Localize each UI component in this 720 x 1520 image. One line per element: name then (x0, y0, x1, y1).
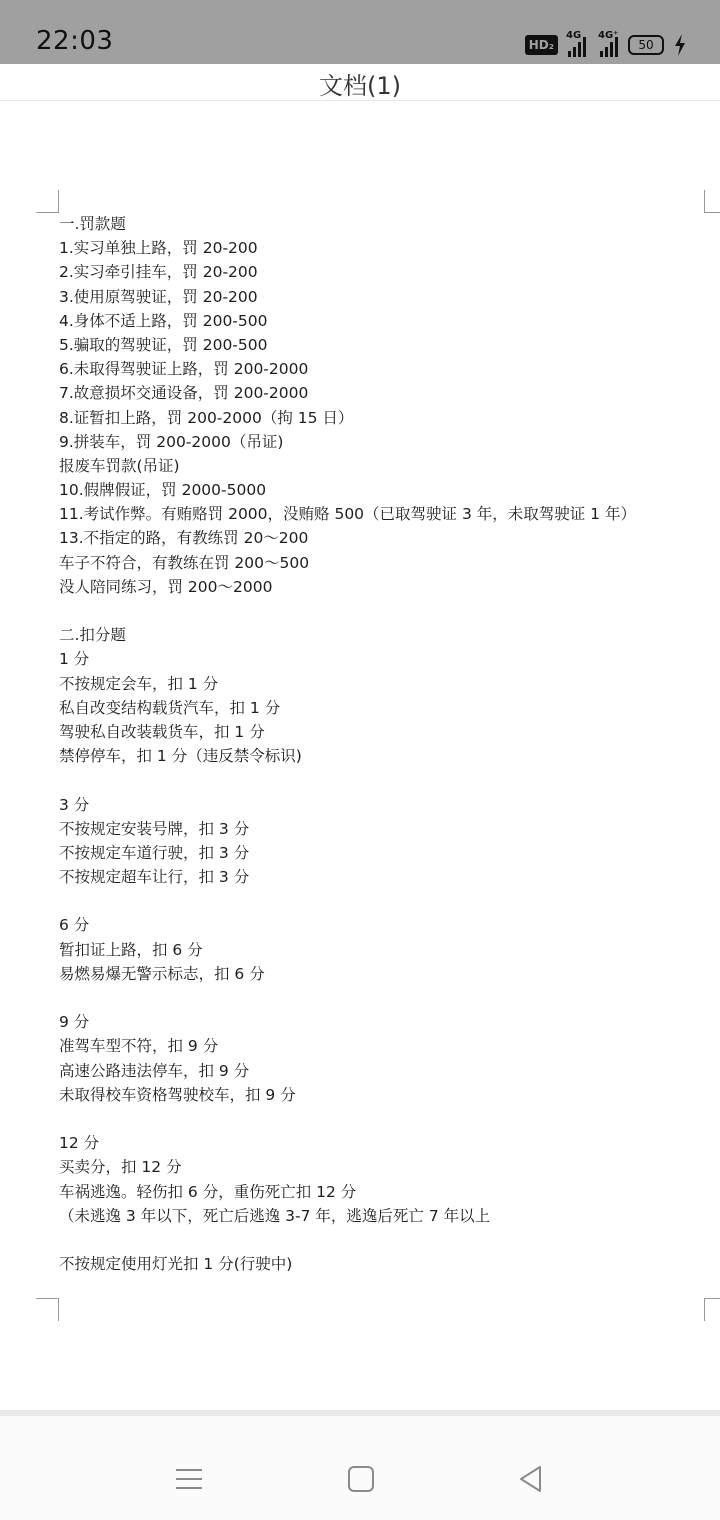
footer-note: 不按规定使用灯光扣 1 分(行驶中) (59, 1255, 293, 1274)
fine-item: 11.考试作弊。有贿赂罚 2000，没贿赂 500（已取驾驶证 3 年，未取驾驶证 1 年） (59, 505, 636, 524)
point-item: 不按规定超车让行，扣 3 分 (59, 868, 250, 887)
page-corner-mark-bottom-left (36, 1298, 59, 1321)
blank-line (59, 1107, 699, 1131)
point-item: 不按规定车道行驶，扣 3 分 (59, 843, 250, 862)
blank-line (59, 889, 699, 913)
fine-item: 9.拼装车，罚 200-2000（吊证) (59, 432, 284, 451)
fine-item: 6.未取得驾驶证上路，罚 200-2000 (59, 360, 309, 379)
point-item: 未取得校车资格驾驶校车，扣 9 分 (59, 1085, 296, 1104)
document-title-bar (0, 64, 720, 101)
point-group-label: 3 分 (59, 795, 90, 814)
section-heading: 一.罚款题 (59, 215, 126, 233)
point-item: 不按规定安装号牌，扣 3 分 (59, 819, 250, 838)
battery-icon (628, 35, 664, 55)
point-item: 私自改变结构载货汽车，扣 1 分 (59, 698, 281, 717)
fine-item: 报废车罚款(吊证) (59, 456, 180, 475)
fine-item: 车子不符合，有教练在罚 200～500 (59, 553, 310, 572)
page-corner-mark-top-right (704, 190, 720, 213)
battery-level: 50 (638, 38, 654, 52)
point-item: 车祸逃逸。轻伤扣 6 分，重伤死亡扣 12 分 (59, 1182, 357, 1201)
point-item: 易燃易爆无警示标志，扣 6 分 (59, 964, 265, 983)
charging-icon (674, 34, 686, 56)
hd-voice-icon: HD₂ (525, 35, 558, 55)
point-item: （未逃逸 3 年以下，死亡后逃逸 3-7 年，逃逸后死亡 7 年以上 (59, 1206, 491, 1225)
blank-line (59, 1228, 699, 1252)
fine-item: 2.实习牵引挂车，罚 20-200 (59, 263, 258, 282)
point-group-label: 6 分 (59, 916, 90, 935)
fine-item: 10.假牌假证，罚 2000-5000 (59, 481, 267, 500)
fine-item: 1.实习单独上路，罚 20-200 (59, 239, 258, 258)
fine-item: 5.骗取的驾驶证，罚 200-500 (59, 335, 268, 354)
document-title: 文档(1) (319, 72, 401, 100)
fine-item: 7.故意损坏交通设备，罚 200-2000 (59, 384, 309, 403)
fine-item: 没人陪同练习，罚 200～2000 (59, 577, 273, 596)
point-item: 准驾车型不符，扣 9 分 (59, 1037, 219, 1056)
signal-type-label: 4G (566, 30, 582, 41)
blank-line (59, 599, 699, 623)
point-group-label: 9 分 (59, 1013, 90, 1032)
section-heading: 二.扣分题 (59, 626, 126, 645)
document-body (59, 212, 699, 1276)
fine-item: 8.证暂扣上路，罚 200-2000（拘 15 日） (59, 408, 354, 427)
point-item: 暂扣证上路，扣 6 分 (59, 940, 203, 959)
blank-line (59, 768, 699, 792)
point-item: 驾驶私自改装载货车，扣 1 分 (59, 722, 265, 741)
status-bar (0, 0, 720, 64)
signal-strength-icon-2 (598, 30, 619, 57)
point-group-label: 12 分 (59, 1134, 100, 1153)
status-icons (525, 30, 686, 60)
point-item: 不按规定会车，扣 1 分 (59, 674, 219, 693)
status-time: 22:03 (36, 26, 114, 56)
system-navigation-bar (0, 1410, 720, 1520)
point-item: 禁停停车，扣 1 分（违反禁令标识) (59, 747, 302, 766)
blank-line (59, 986, 699, 1010)
signal-strength-icon (566, 30, 586, 57)
page-corner-mark-top-left (36, 190, 59, 213)
fine-item: 13.不指定的路，有教练罚 20～200 (59, 529, 309, 548)
back-icon[interactable] (516, 1464, 546, 1494)
signal-type-label-2: 4G⁺ (598, 30, 619, 41)
menu-icon[interactable] (174, 1464, 204, 1494)
point-item: 高速公路违法停车，扣 9 分 (59, 1061, 250, 1080)
page-corner-mark-bottom-right (704, 1298, 720, 1321)
point-group-label: 1 分 (59, 650, 90, 669)
point-item: 买卖分，扣 12 分 (59, 1158, 182, 1177)
home-icon[interactable] (346, 1464, 376, 1494)
fine-item: 3.使用原驾驶证，罚 20-200 (59, 287, 258, 306)
fine-item: 4.身体不适上路，罚 200-500 (59, 311, 268, 330)
